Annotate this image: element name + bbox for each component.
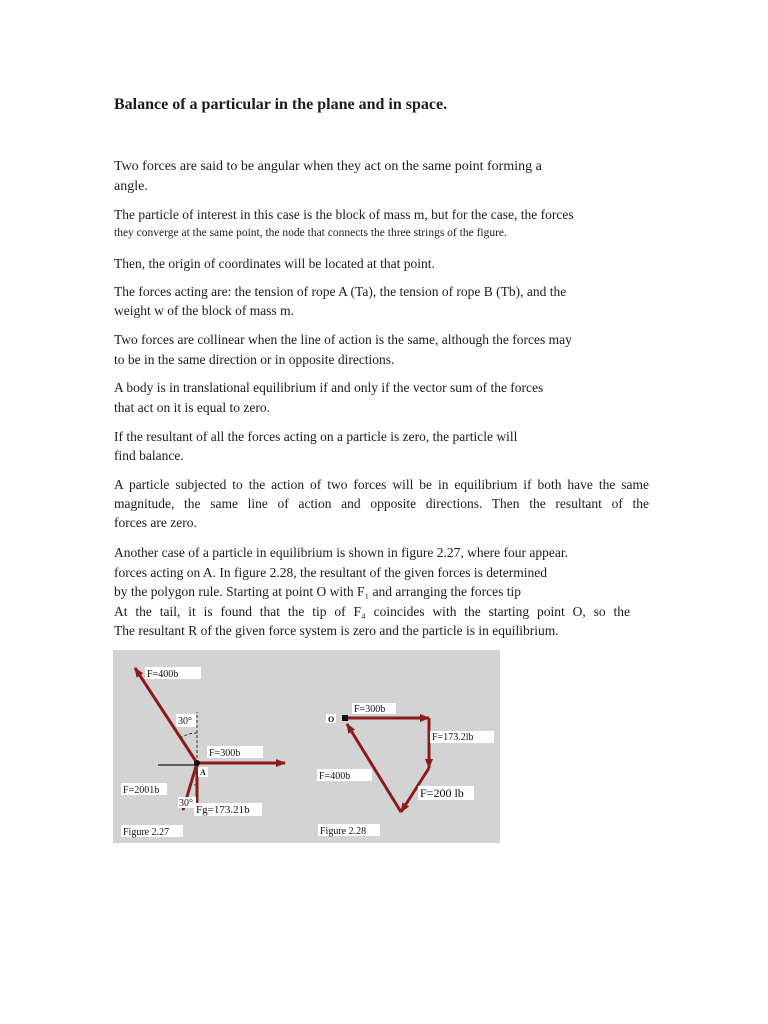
label-f200: F=2001b — [123, 785, 160, 796]
paragraph-two-forces-equilibrium — [114, 475, 649, 532]
angle-arc-top — [181, 733, 197, 738]
figure-2-27 — [121, 667, 285, 838]
figure-caption-2-28: Figure 2.28 — [320, 826, 367, 837]
label-point-a: A — [200, 768, 206, 777]
paragraph-angular-forces — [114, 157, 542, 197]
text-line: weight w of the block of mass m. — [114, 303, 294, 318]
text-line: magnitude, the same line of action and opposite directions. Then the resultant of the — [114, 496, 649, 511]
label-f400: F=400b — [319, 771, 351, 782]
force-diagrams — [113, 650, 500, 843]
text-line: A body is in translational equilibrium if and only if the vector sum of the forces — [114, 380, 544, 395]
page-title: Balance of a particular in the plane and in space. — [114, 96, 448, 113]
figure-panel — [113, 650, 500, 843]
paragraph-polygon-rule — [114, 543, 630, 641]
text-line: If the resultant of all the forces acting on a particle is zero, the particle will — [114, 429, 518, 444]
text-line: find balance. — [114, 448, 184, 463]
point-o-marker — [342, 715, 348, 721]
text-line: Then, the origin of coordinates will be located at that point. — [114, 256, 435, 271]
paragraph-particle-of-interest — [114, 205, 574, 243]
text-line: that act on it is equal to zero. — [114, 400, 270, 415]
text-line: by the polygon rule. Starting at point O with F₁ and arranging the forces tip — [114, 584, 522, 599]
text-line: forces are zero. — [114, 515, 197, 530]
paragraph-origin — [114, 254, 435, 274]
figure-2-28 — [317, 703, 494, 837]
text-line: to be in the same direction or in opposite directions. — [114, 352, 395, 367]
label-f200: F=200 lb — [420, 786, 464, 800]
label-f300: F=300b — [354, 704, 386, 715]
label-f300: F=300b — [209, 748, 241, 759]
text-line: forces acting on A. In figure 2.28, the resultant of the given forces is determined — [114, 564, 547, 580]
label-angle-top: 30° — [178, 716, 192, 727]
text-line: Two forces are said to be angular when they act on the same point forming a — [114, 159, 542, 174]
label-point-o: O — [328, 715, 335, 724]
text-line: A particle subjected to the action of two forces will be in equilibrium if both have the same — [114, 477, 649, 492]
text-line: The resultant R of the given force system is zero and the particle is in equilibrium. — [114, 623, 559, 638]
paragraph-collinear-forces — [114, 330, 572, 370]
paragraph-forces-acting — [114, 282, 566, 320]
paragraph-zero-resultant — [114, 427, 517, 465]
label-f400: F=400b — [147, 669, 179, 680]
text-line: they converge at the same point, the node that connects the three strings of the figure. — [114, 227, 507, 239]
text-line: The forces acting are: the tension of rope A (Ta), the tension of rope B (Tb), and the — [114, 284, 567, 299]
label-f173: F=173.2lb — [432, 732, 474, 743]
text-line: The particle of interest in this case is the block of mass m, but for the case, the forces — [114, 207, 574, 222]
text-line: Another case of a particle in equilibrium is shown in figure 2.27, where four appear. — [114, 545, 568, 560]
text-line: At the tail, it is found that the tip of F₄ coincides with the starting point O, so the — [114, 603, 630, 619]
text-line: Two forces are collinear when the line of action is the same, although the forces may — [114, 332, 572, 347]
text-line: angle. — [114, 179, 148, 194]
figure-caption-2-27: Figure 2.27 — [123, 827, 170, 838]
paragraph-translational-equilibrium — [114, 378, 543, 418]
force-arrow-400 — [347, 724, 401, 812]
label-fg: Fg=173.21b — [196, 804, 250, 816]
point-a-dot — [194, 760, 200, 766]
label-angle-bottom: 30° — [179, 798, 193, 809]
